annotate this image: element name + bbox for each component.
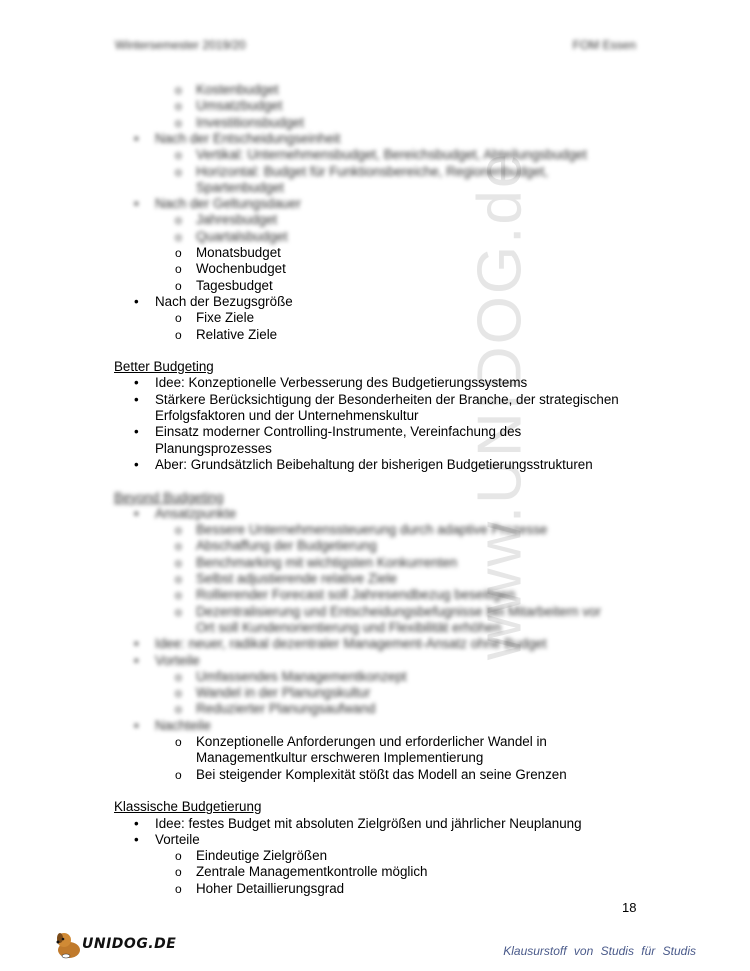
circle-bullet-icon: o: [175, 83, 182, 97]
bullet-icon: •: [134, 391, 139, 407]
item-text: Fixe Ziele: [196, 310, 255, 326]
circle-bullet-icon: o: [175, 865, 182, 880]
list-item: [0, 881, 750, 897]
list-item: [0, 229, 750, 245]
list-item: [0, 212, 750, 228]
list-item: [0, 767, 750, 783]
circle-bullet-icon: o: [175, 99, 182, 114]
item-text: Zentrale Managementkontrolle möglich: [196, 864, 428, 880]
circle-bullet-icon: o: [175, 311, 182, 326]
watermark: www.UNIDOG.de: [465, 151, 535, 660]
item-text: Nachteile: [155, 717, 211, 733]
item-text: Investitionsbudget: [196, 114, 304, 130]
bullet-icon: •: [134, 717, 139, 733]
item-text: Abschaffung der Budgetierung: [196, 538, 377, 554]
item-text: Einsatz moderner Controlling-Instrumente, Vereinfachung des: [155, 424, 522, 440]
list-item: [0, 832, 750, 848]
item-text: Kostenbudget: [196, 82, 279, 97]
list-item: [0, 115, 750, 131]
list-item: [0, 457, 750, 473]
item-text: Reduzierter Planungsaufwand: [196, 701, 376, 717]
bullet-icon: •: [134, 130, 139, 146]
circle-bullet-icon: o: [175, 229, 182, 244]
item-text: Idee: festes Budget mit absoluten Zielgrößen und jährlicher Neuplanung: [155, 815, 582, 831]
heading-text: Better Budgeting: [114, 359, 214, 375]
circle-bullet-icon: o: [175, 262, 182, 277]
item-text: Tagesbudget: [196, 277, 273, 293]
item-text: Nach der Geltungsdauer: [155, 196, 301, 212]
item-text: Eindeutige Zielgrößen: [196, 848, 328, 864]
item-text: Umfassendes Managementkonzept: [196, 668, 407, 684]
circle-bullet-icon: o: [175, 148, 182, 163]
circle-bullet-icon: o: [175, 702, 182, 717]
dog-icon: [52, 928, 86, 962]
list-item: [0, 98, 750, 114]
list-item: [0, 506, 750, 522]
list-item: [0, 685, 750, 701]
circle-bullet-icon: o: [175, 327, 182, 342]
list-item: [0, 408, 750, 424]
circle-bullet-icon: o: [175, 686, 182, 701]
list-item: [0, 816, 750, 832]
list-item: [0, 424, 750, 440]
list-item: [0, 750, 750, 766]
item-text: Idee: Konzeptionelle Verbesserung des Budgetierungssystems: [155, 375, 528, 391]
list-item: [0, 604, 750, 620]
item-text: Stärkere Berücksichtigung der Besonderheiten der Branche, der strategischen: [155, 391, 619, 407]
circle-bullet-icon: o: [175, 523, 182, 538]
item-text: Nach der Entscheidungseinheit: [155, 130, 341, 146]
item-text: Umsatzbudget: [196, 98, 283, 114]
list-item: [0, 245, 750, 261]
list-item: [0, 164, 750, 180]
circle-bullet-icon: o: [175, 881, 182, 896]
circle-bullet-icon: o: [175, 669, 182, 684]
circle-bullet-icon: o: [175, 572, 182, 586]
circle-bullet-icon: o: [175, 767, 182, 782]
circle-bullet-icon: o: [175, 735, 182, 749]
item-text: Managementkultur erschweren Implementierung: [196, 750, 484, 766]
item-text: Spartenbudget: [196, 179, 284, 195]
list-item: [0, 653, 750, 669]
list-item: [0, 669, 750, 685]
item-text: Vertikal: Unternehmensbudget, Bereichsbudget, Abteilungsbudget: [196, 147, 587, 163]
item-text: Wochenbudget: [196, 261, 286, 277]
bullet-icon: •: [134, 293, 139, 309]
bullet-icon: •: [134, 652, 139, 668]
item-text: Quartalsbudget: [196, 228, 288, 244]
item-text: Vorteile: [155, 831, 200, 847]
item-text: Vorteile: [155, 652, 200, 668]
bullet-icon: •: [134, 505, 139, 521]
item-text: Rollierender Forecast soll Jahresendbezug beseitigen: [196, 587, 516, 603]
circle-bullet-icon: o: [175, 164, 182, 179]
circle-bullet-icon: o: [175, 115, 182, 130]
section-heading: [0, 799, 750, 815]
bullet-icon: •: [134, 815, 139, 831]
item-text: Nach der Bezugsgröße: [155, 293, 293, 309]
item-text: Horizontal: Budget für Funktionsbereiche, Regionenbudget,: [196, 163, 549, 179]
list-item: [0, 620, 750, 636]
item-text: Wandel in der Planungskultur: [196, 685, 371, 701]
list-item: [0, 180, 750, 196]
item-text: Bei steigender Komplexität stößt das Modell an seine Grenzen: [196, 766, 567, 782]
list-item: [0, 734, 750, 750]
header-left: Wintersemester 2019/20: [115, 38, 246, 52]
list-item: [0, 864, 750, 880]
list-item: [0, 636, 750, 652]
item-text: Bessere Unternehmenssteuerung durch adaptive Prozesse: [196, 522, 548, 538]
item-text: Monatsbudget: [196, 245, 281, 260]
list-item: [0, 538, 750, 554]
section-heading: [0, 359, 750, 375]
list-item: [0, 701, 750, 717]
item-text: Aber: Grundsätzlich Beibehaltung der bisherigen Budgetierungsstrukturen: [155, 456, 593, 472]
list-item: [0, 587, 750, 603]
item-text: Hoher Detaillierungsgrad: [196, 880, 345, 896]
list-item: [0, 294, 750, 310]
bullet-icon: •: [134, 375, 139, 391]
list-item: [0, 375, 750, 391]
list-item: [0, 441, 750, 457]
list-item: [0, 327, 750, 343]
item-text: Jahresbudget: [196, 212, 278, 228]
list-item: [0, 522, 750, 538]
circle-bullet-icon: o: [175, 278, 182, 293]
heading-text: Beyond Budgeting: [114, 489, 224, 505]
list-item: [0, 196, 750, 212]
bullet-icon: •: [134, 196, 139, 212]
list-item: [0, 555, 750, 571]
list-item: [0, 392, 750, 408]
item-text: Benchmarking mit wichtigsten Konkurrenten: [196, 554, 458, 570]
list-item: [0, 718, 750, 734]
section-heading: [0, 490, 750, 506]
logo-text: UNIDOG.DE: [82, 936, 177, 952]
bullet-icon: •: [134, 456, 139, 472]
list-item: [0, 571, 750, 587]
bullet-icon: •: [134, 831, 139, 847]
item-text: Dezentralisierung und Entscheidungsbefugnisse bei Mitarbeitern vor: [196, 603, 601, 619]
list-item: [0, 310, 750, 326]
list-item: [0, 147, 750, 163]
item-text: Ort soll Kundenorientierung und Flexibilität erhöhen: [196, 619, 502, 635]
circle-bullet-icon: o: [175, 604, 182, 619]
item-text: Idee: neuer, radikal dezentraler Management-Ansatz ohne Budget: [155, 636, 547, 652]
circle-bullet-icon: o: [175, 539, 182, 554]
list-item: [0, 131, 750, 147]
list-item: [0, 278, 750, 294]
circle-bullet-icon: o: [175, 246, 182, 260]
footer-tagline: Klausurstoff von Studis für Studis: [503, 944, 696, 958]
bullet-icon: •: [134, 424, 139, 440]
header-right: FOM Essen: [572, 38, 636, 52]
bullet-icon: •: [134, 636, 139, 652]
heading-text: Klassische Budgetierung: [114, 799, 262, 815]
circle-bullet-icon: o: [175, 213, 182, 228]
list-item: [0, 848, 750, 864]
item-text: Selbst adjustierende relative Ziele: [196, 571, 397, 586]
item-text: Ansatzpunkte: [155, 505, 237, 521]
circle-bullet-icon: o: [175, 555, 182, 570]
circle-bullet-icon: o: [175, 588, 182, 603]
circle-bullet-icon: o: [175, 849, 182, 864]
item-text: Konzeptionelle Anforderungen und erforderlicher Wandel in: [196, 734, 547, 749]
item-text: Relative Ziele: [196, 326, 278, 342]
item-text: Erfolgsfaktoren und der Unternehmenskultur: [155, 408, 419, 423]
list-item: [0, 82, 750, 98]
item-text: Planungsprozesses: [155, 440, 272, 456]
list-item: [0, 261, 750, 277]
unidog-logo: [52, 928, 177, 962]
page-number: 18: [622, 900, 637, 915]
